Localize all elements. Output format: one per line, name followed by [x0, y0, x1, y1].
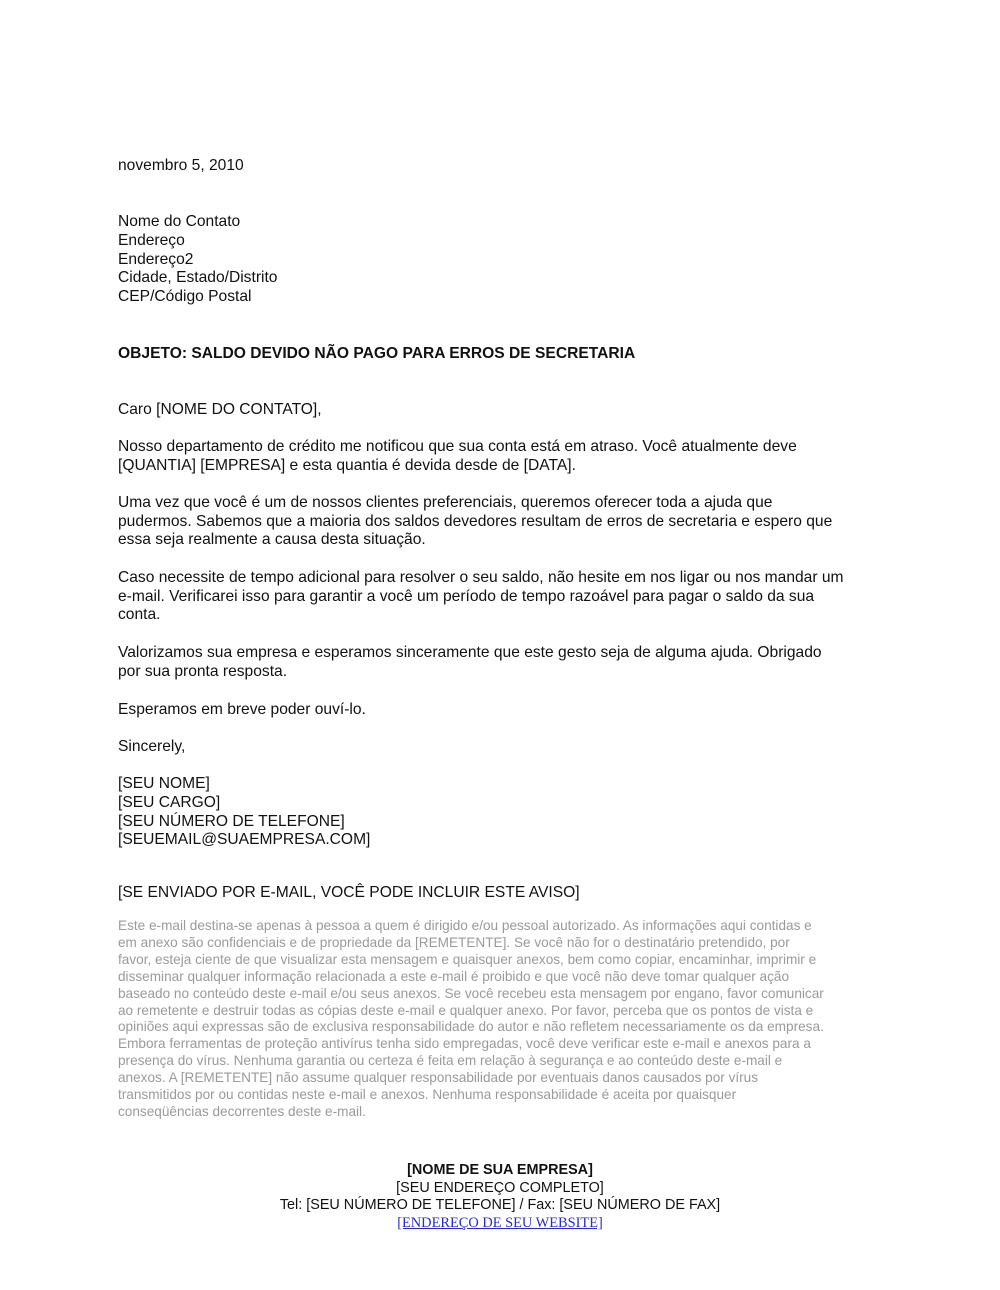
paragraph-line: conta. [118, 606, 161, 624]
body-paragraph [118, 701, 888, 720]
letter-salutation: Caro [NOME DO CONTATO], [118, 401, 322, 418]
letter-subject: OBJETO: SALDO DEVIDO NÃO PAGO PARA ERROS DE SECRETARIA [118, 345, 636, 362]
signature-title: [SEU CARGO] [118, 794, 221, 811]
footer-company-name: [NOME DE SUA EMPRESA] [407, 1162, 593, 1178]
disclaimer-line: conseqüências decorrentes deste e-mail. [118, 1103, 366, 1119]
disclaimer-line: disseminar qualquer informação relacionada a este e-mail é proibido e que você não deve tomar qualquer ação [118, 968, 790, 984]
disclaimer-line: anexos. A [REMETENTE] não assume qualquer responsabilidade por eventuais danos causados por vírus [118, 1070, 759, 1086]
disclaimer-line: ao remetente e destruir todas as cópias deste e-mail e qualquer anexo. Por favor, perceba que os pontos de vista e [118, 1002, 814, 1018]
disclaimer-line: presença do vírus. Nenhuma garantia ou certeza é feita em relação à segurança e ao conteúdo deste e-mail e [118, 1053, 783, 1069]
paragraph-line: Caso necessite de tempo adicional para resolver o seu saldo, não hesite em nos ligar ou nos mandar um [118, 569, 844, 586]
body-paragraph [118, 644, 888, 681]
recipient-postal-code: CEP/Código Postal [118, 288, 252, 305]
paragraph-line: Uma vez que você é um de nossos clientes preferenciais, queremos oferecer toda a ajuda que [118, 494, 773, 511]
recipient-address2: Endereço2 [118, 251, 194, 268]
footer-website-link[interactable]: [ENDEREÇO DE SEU WEBSITE] [397, 1214, 603, 1231]
recipient-name: Nome do Contato [118, 213, 241, 230]
email-disclaimer [118, 918, 898, 1121]
disclaimer-line: em anexo são confidenciais e de propriedade da [REMETENTE]. Se você não for o destinatário pretendido, por [118, 934, 790, 950]
disclaimer-line: favor, esteja ciente de que visualizar esta mensagem e quaisquer anexos, bem como copiar, encaminhar, imprimir e [118, 951, 817, 967]
paragraph-line: pudermos. Sabemos que a maioria dos saldos devedores resultam de erros de secretaria e espero que [118, 512, 833, 530]
footer-address: [SEU ENDEREÇO COMPLETO] [396, 1179, 604, 1196]
recipient-city-state: Cidade, Estado/Distrito [118, 269, 278, 286]
paragraph-line: essa seja realmente a causa desta situação. [118, 531, 426, 549]
body-paragraph [118, 438, 888, 475]
paragraph-line: Nosso departamento de crédito me notificou que sua conta está em atraso. Você atualmente deve [118, 438, 797, 455]
disclaimer-line: Embora ferramentas de proteção antivírus tenha sido empregadas, você deve verificar este e-mail e anexos para a [118, 1036, 811, 1052]
paragraph-line: e-mail. Verificarei isso para garantir a você um período de tempo razoável para pagar o saldo da sua [118, 587, 815, 605]
body-paragraph [118, 569, 888, 625]
recipient-address: Endereço [118, 232, 185, 249]
paragraph-line: Valorizamos sua empresa e esperamos sinceramente que este gesto seja de alguma ajuda. Obrigado [118, 644, 822, 661]
disclaimer-line: baseado no conteúdo deste e-mail e/ou seus anexos. Se você recebeu esta mensagem por engano, favor comunicar [118, 985, 824, 1001]
letter-date: novembro 5, 2010 [118, 157, 244, 174]
paragraph-line: por sua pronta resposta. [118, 662, 288, 680]
paragraph-line: [QUANTIA] [EMPRESA] e esta quantia é devida desde de [DATA]. [118, 456, 576, 474]
footer-contact: Tel: [SEU NÚMERO DE TELEFONE] / Fax: [SEU NÚMERO DE FAX] [279, 1197, 721, 1214]
email-notice-heading: [SE ENVIADO POR E-MAIL, VOCÊ PODE INCLUIR ESTE AVISO] [118, 884, 580, 901]
disclaimer-line: opiniões aqui expressas são de exclusiva responsabilidade do autor e não refletem necessariamente os da empresa. [118, 1019, 824, 1035]
signature-email: [SEUEMAIL@SUAEMPRESA.COM] [118, 831, 371, 848]
body-paragraph [118, 494, 888, 550]
letter-closing: Sincerely, [118, 738, 186, 755]
company-footer [0, 1162, 1000, 1232]
signature-phone: [SEU NÚMERO DE TELEFONE] [118, 813, 345, 830]
disclaimer-line: Este e-mail destina-se apenas à pessoa a quem é dirigido e/ou pessoal autorizado. As informações aqui contidas e [118, 918, 812, 933]
signature-name: [SEU NOME] [118, 775, 210, 792]
paragraph-line: Esperamos em breve poder ouví-lo. [118, 701, 366, 718]
disclaimer-line: transmitidos por ou contidas neste e-mail e anexos. Nenhuma responsabilidade é aceita por quaisquer [118, 1087, 737, 1103]
